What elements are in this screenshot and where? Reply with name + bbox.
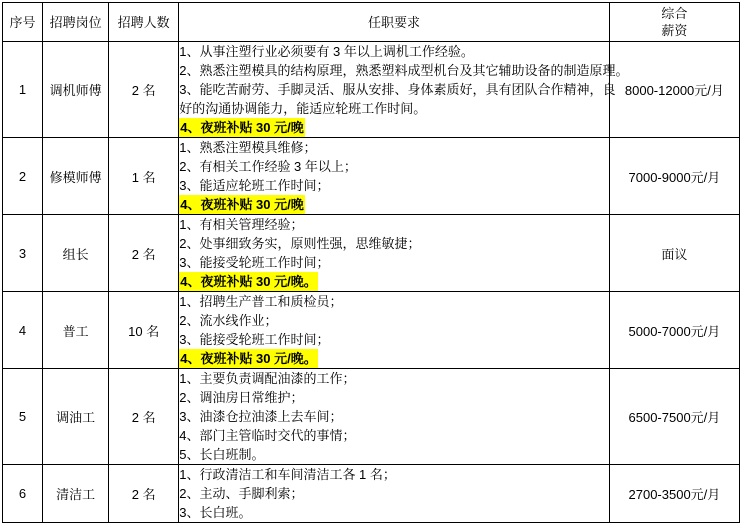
- requirement-line: 2、处事细致务实，原则性强，思维敏捷；: [179, 236, 421, 251]
- row-salary: 7000-9000元/月: [609, 138, 739, 215]
- table-row: [3, 138, 740, 215]
- row-headcount: 2 名: [109, 369, 179, 465]
- requirement-line: 3、能吃苦耐劳、手脚灵活、服从安排、身体素质好，具有团队合作精神，良: [179, 82, 616, 97]
- requirement-line: 1、主要负责调配油漆的工作；: [179, 371, 356, 386]
- requirement-line: 5、长白班制。: [179, 447, 265, 462]
- row-position: 组长: [43, 215, 109, 292]
- requirement-line: 2、主动、手脚利索；: [179, 486, 304, 501]
- row-requirements: [179, 215, 610, 292]
- row-position: 普工: [43, 292, 109, 369]
- row-requirements: [179, 138, 610, 215]
- table-header-row: [3, 3, 740, 42]
- requirement-line: 3、油漆仓拉油漆上去车间；: [179, 409, 343, 424]
- requirement-line: 4、部门主管临时交代的事情；: [179, 428, 356, 443]
- row-headcount: 2 名: [109, 465, 179, 523]
- requirement-line-highlighted: 4、夜班补贴 30 元/晚。: [180, 351, 317, 366]
- header-salary-line2: 薪资: [661, 23, 688, 38]
- requirement-line: 2、有相关工作经验 3 年以上；: [179, 159, 357, 174]
- table-row: [3, 369, 740, 465]
- row-number: 3: [3, 215, 43, 292]
- row-headcount: 1 名: [109, 138, 179, 215]
- header-requirements: 任职要求: [179, 3, 610, 42]
- row-position: 调油工: [43, 369, 109, 465]
- requirement-line: 3、能适应轮班工作时间；: [179, 178, 330, 193]
- requirement-line-wrapper: [179, 272, 609, 291]
- row-requirements: [179, 292, 610, 369]
- row-headcount: 2 名: [109, 42, 179, 138]
- requirement-line: 3、能接受轮班工作时间；: [179, 255, 330, 270]
- row-salary: 5000-7000元/月: [609, 292, 739, 369]
- row-number: 1: [3, 42, 43, 138]
- row-number: 4: [3, 292, 43, 369]
- requirement-line-highlighted: 4、夜班补贴 30 元/晚: [180, 197, 304, 212]
- row-number: 5: [3, 369, 43, 465]
- row-requirements: [179, 465, 610, 523]
- requirement-line: 2、调油房日常维护；: [179, 390, 304, 405]
- requirement-line-highlighted: 4、夜班补贴 30 元/晚: [180, 120, 304, 135]
- table-body: [3, 42, 740, 523]
- row-position: 修模师傅: [43, 138, 109, 215]
- row-headcount: 2 名: [109, 215, 179, 292]
- requirement-line: 1、从事注塑行业必须要有 3 年以上调机工作经验。: [179, 44, 474, 59]
- requirement-line: 2、流水线作业；: [179, 313, 278, 328]
- requirement-line: 1、招聘生产普工和质检员；: [179, 294, 343, 309]
- requirement-line: 1、有相关管理经验；: [179, 217, 304, 232]
- header-salary: [609, 3, 739, 42]
- requirement-line: 好的沟通协调能力，能适应轮班工作时间。: [179, 101, 427, 116]
- table-row: [3, 215, 740, 292]
- header-count: 招聘人数: [109, 3, 179, 42]
- requirement-line-wrapper: [179, 349, 609, 368]
- row-position: 调机师傅: [43, 42, 109, 138]
- header-no: 序号: [3, 3, 43, 42]
- row-requirements: [179, 369, 610, 465]
- requirement-line: 3、能接受轮班工作时间；: [179, 332, 330, 347]
- recruitment-table: [2, 2, 740, 523]
- requirement-line: 1、熟悉注塑模具维修；: [179, 140, 317, 155]
- requirement-line-highlighted: 4、夜班补贴 30 元/晚。: [180, 274, 317, 289]
- requirement-line-wrapper: [179, 118, 609, 137]
- requirement-line: 1、行政清洁工和车间清洁工各 1 名；: [179, 467, 396, 482]
- row-salary: 8000-12000元/月: [609, 42, 739, 138]
- header-position: 招聘岗位: [43, 3, 109, 42]
- table-row: [3, 465, 740, 523]
- row-requirements: [179, 42, 629, 138]
- table-row: [3, 42, 740, 138]
- row-salary: 面议: [609, 215, 739, 292]
- row-number: 6: [3, 465, 43, 523]
- table-row: [3, 292, 740, 369]
- requirement-line: 3、长白班。: [179, 505, 252, 520]
- row-salary: 2700-3500元/月: [609, 465, 739, 523]
- header-salary-line1: 综合: [661, 6, 688, 21]
- requirement-line: 2、熟悉注塑模具的结构原理，熟悉塑料成型机台及其它辅助设备的制造原理。: [179, 63, 629, 78]
- row-position: 清洁工: [43, 465, 109, 523]
- row-headcount: 10 名: [109, 292, 179, 369]
- row-number: 2: [3, 138, 43, 215]
- requirement-line-wrapper: [179, 195, 609, 214]
- row-salary: 6500-7500元/月: [609, 369, 739, 465]
